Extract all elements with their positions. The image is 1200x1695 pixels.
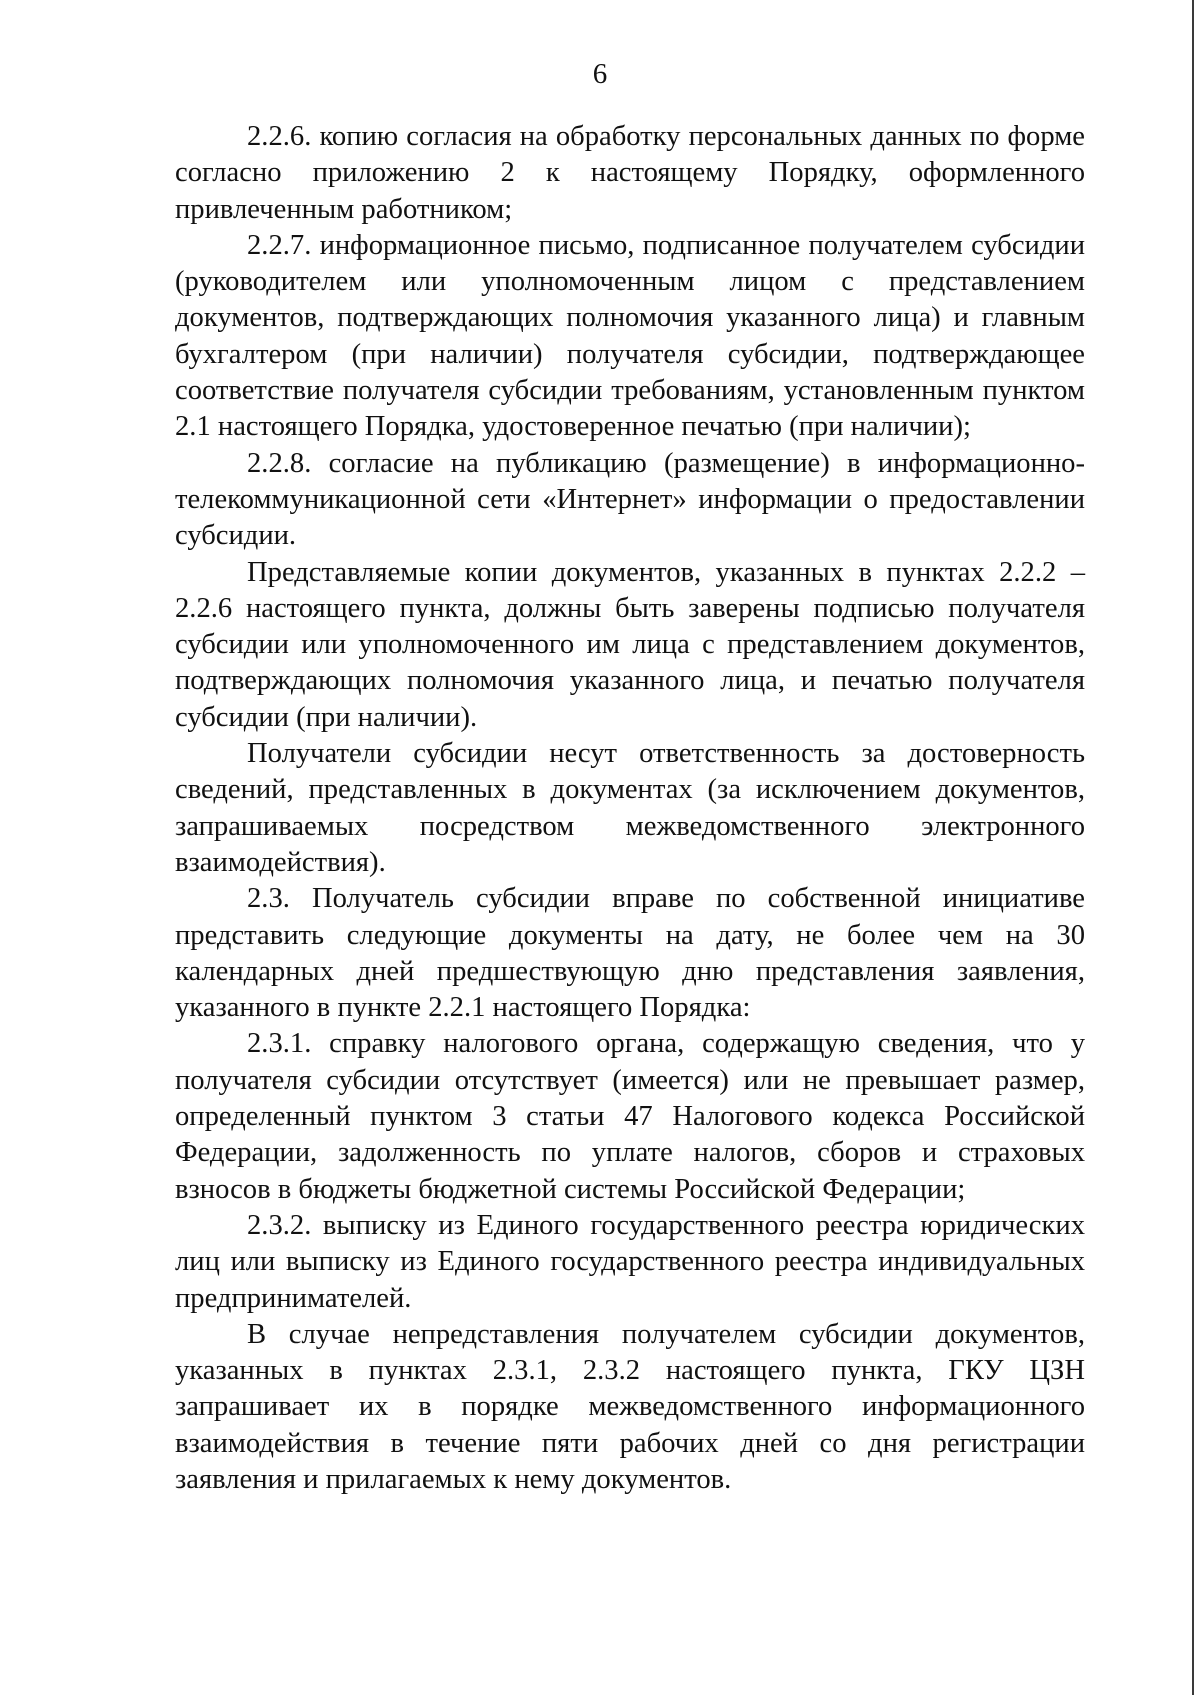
paragraph-2-3: 2.3. Получатель субсидии вправе по собственной инициативе представить следующие документы на дату, не более чем на 30 календарных дней предшествующую дню представления заявления, указанного в пункте 2.2.1 настоящего Порядка: bbox=[175, 883, 1085, 1024]
page-edge-line bbox=[1192, 0, 1194, 1695]
paragraph-copies-certification: Представляемые копии документов, указанных в пунктах 2.2.2 – 2.2.6 настоящего пункта, должны быть заверены подписью получателя субсидии или уполномоченного им лица с представлением документов, подтверждающих полномочия указанного лица, и печатью получателя субсидии (при наличии). bbox=[175, 556, 1085, 733]
paragraph-interagency-request: В случае непредставления получателем субсидии документов, указанных в пунктах 2.3.1, 2.3.2 настоящего пункта, ГКУ ЦЗН запрашивает их в порядке межведомственного информационного взаимодействия в течение пяти рабочих дней со дня регистрации заявления и прилагаемых к нему документов. bbox=[175, 1318, 1085, 1495]
paragraph-responsibility: Получатели субсидии несут ответственность за достоверность сведений, представленных в документах (за исключением документов, запрашиваемых посредством межведомственного электронного взаимодействия). bbox=[175, 738, 1085, 878]
paragraph-2-3-1: 2.3.1. справку налогового органа, содержащую сведения, что у получателя субсидии отсутствует (имеется) или не превышает размер, определенный пунктом 3 статьи 47 Налогового кодекса Российской Федерации, задолженность по уплате налогов, сборов и страховых взносов в бюджеты бюджетной системы Российской Федерации; bbox=[175, 1028, 1085, 1205]
paragraph-2-2-8: 2.2.8. согласие на публикацию (размещение) в информационно-телекоммуникационной сети «Интернет» информации о предоставлении субсидии. bbox=[175, 447, 1085, 552]
page-number: 6 bbox=[592, 58, 608, 90]
paragraph-2-2-6: 2.2.6. копию согласия на обработку персональных данных по форме согласно приложению 2 к настоящему Порядку, оформленного привлеченным работником; bbox=[175, 121, 1085, 225]
paragraph-2-2-7: 2.2.7. информационное письмо, подписанное получателем субсидии (руководителем или уполномоченным лицом с представлением документов, подтверждающих полномочия указанного лица) и главным бухгалтером (при наличии) получателя субсидии, подтверждающее соответствие получателя субсидии требованиям, установленным пунктом 2.1 настоящего Порядка, удостоверенное печатью (при наличии); bbox=[175, 229, 1085, 443]
document-body bbox=[175, 119, 1085, 1498]
paragraph-2-3-2: 2.3.2. выписку из Единого государственного реестра юридических лиц или выписку из Единого государственного реестра индивидуальных предпринимателей. bbox=[175, 1209, 1085, 1314]
